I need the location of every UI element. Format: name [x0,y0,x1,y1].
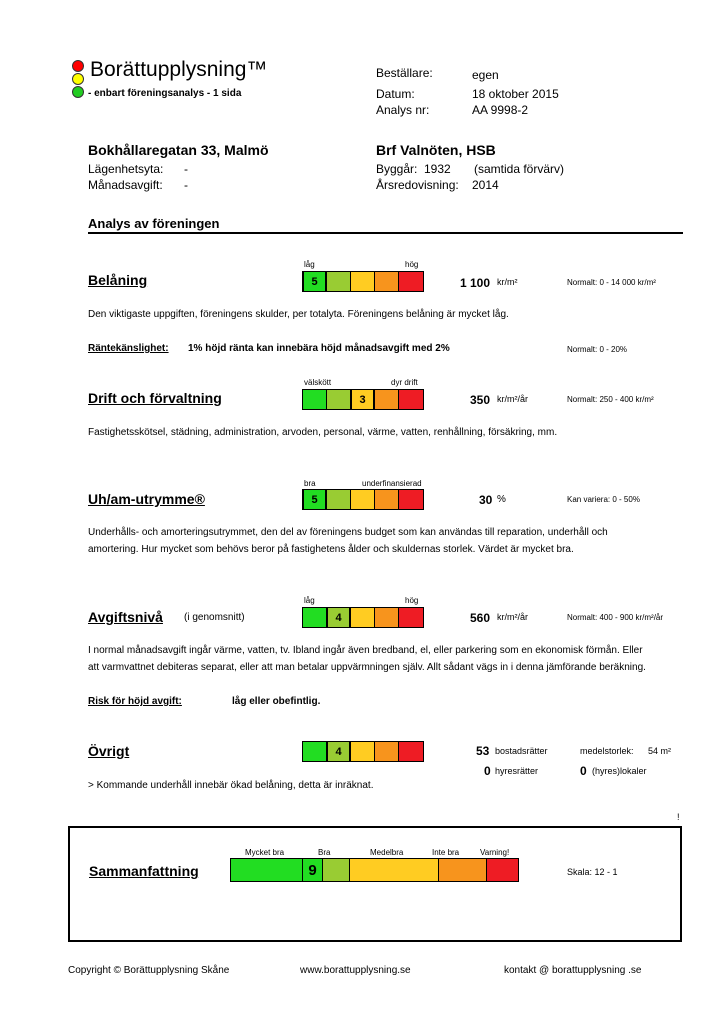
uh-scale-segment [375,490,399,509]
rate-sensitivity-label: Räntekänslighet: [88,343,169,354]
lokaler-count: 0 [580,764,587,778]
build-year-extra: (samtida förvärv) [474,162,565,176]
avgift-title: Avgiftsnivå [88,609,163,625]
belaning-scale-segment [351,272,375,291]
uh-scale-segment [327,490,351,509]
footer-contact[interactable]: kontakt @ borattupplysning .se [504,965,642,976]
drift-scale-segment [375,390,399,409]
annual-report-label: Årsredovisning: [376,178,459,192]
belaning-description: Den viktigaste uppgiften, föreningens skulder, per totalyta. Föreningens belåning är mycket låg. [88,309,509,320]
ovrigt-note: > Kommande underhåll innebär ökad belåning, detta är inräknat. [88,780,374,791]
footer-website[interactable]: www.borattupplysning.se [300,965,411,976]
belaning-scale-segment [327,272,351,291]
belaning-score: 5 [303,272,326,291]
uh-description-line-2: amortering. Hur mycket som behövs beror på fastighetens ålder och skuldernas storlek. Värdet är mycket bra. [88,544,574,555]
avgift-scale [302,607,424,628]
drift-unit: kr/m²/år [497,394,528,404]
summary-label-warning: Varning! [480,848,510,857]
summary-title: Sammanfattning [89,863,199,879]
section-title: Analys av föreningen [88,216,220,231]
summary-segment-score [303,859,323,881]
belaning-scale-segment [375,272,399,291]
uh-value: 30 [479,493,493,507]
avgift-normal: Normalt: 400 - 900 kr/m²/år [567,613,664,622]
ovrigt-title: Övrigt [88,743,130,759]
avgift-unit: kr/m²/år [497,612,528,622]
ovrigt-mark: ! [677,812,680,822]
uh-normal: Kan variera: 0 - 50% [567,495,640,504]
logo-subtitle: - enbart föreningsanalys - 1 sida [88,88,242,99]
annual-report-value: 2014 [472,178,499,192]
association-name: Brf Valnöten, HSB [376,142,496,158]
build-year-value: 1932 [424,162,451,176]
belaning-normal: Normalt: 0 - 14 000 kr/m² [567,278,656,287]
summary-label-very-good: Mycket bra [245,848,285,857]
avgift-scale-segment [399,608,423,627]
yellow-light-icon [72,73,84,85]
summary-segment-good [323,859,350,881]
drift-title: Drift och förvaltning [88,390,222,406]
drift-high-label: dyr drift [391,378,418,387]
rate-sensitivity-normal: Normalt: 0 - 20% [567,345,628,354]
hyresratter-label: hyresrätter [495,766,539,776]
meta-value-number: AA 9998-2 [472,103,529,117]
uh-scale-segment [399,490,423,509]
drift-value: 350 [470,393,491,407]
monthly-fee-value: - [184,178,188,192]
uh-scale [302,489,424,510]
meta-label-number: Analys nr: [376,103,430,117]
logo-title: Borättupplysning™ [90,58,268,81]
rate-sensitivity-text: 1% höjd ränta kan innebära höjd månadsavgift med 2% [188,343,450,354]
avgift-scale-segment [327,608,351,627]
ovrigt-scale-segment [375,742,399,761]
belaning-title: Belåning [88,272,148,288]
ovrigt-scale-segment [351,742,375,761]
avgift-value: 560 [470,611,491,625]
avgift-scale-segment [303,608,327,627]
green-light-icon [72,86,84,98]
apartment-area-label: Lägenhetsyta: [88,162,164,176]
meta-value-date: 18 oktober 2015 [472,87,559,101]
drift-score: 3 [351,390,374,409]
drift-low-label: välskött [304,378,332,387]
drift-scale-segment [399,390,423,409]
bostadsratter-count: 53 [476,744,490,758]
section-divider [88,232,683,234]
belaning-scale-segment [303,272,327,291]
footer-copyright: Copyright © Borättupplysning Skåne [68,965,230,976]
meta-label-client: Beställare: [376,66,433,80]
uh-high-label: underfinansierad [362,479,422,488]
drift-scale-segment [303,390,327,409]
avgift-scale-segment [351,608,375,627]
medel-size-label: medelstorlek: [580,746,634,756]
ovrigt-scale-segment [303,742,327,761]
summary-label-good: Bra [318,848,331,857]
property-address: Bokhållaregatan 33, Malmö [88,142,269,158]
summary-label-not-good: Inte bra [432,848,460,857]
ovrigt-scale-segment [399,742,423,761]
belaning-high-label: hög [405,260,419,269]
uh-low-label: bra [304,479,316,488]
drift-normal: Normalt: 250 - 400 kr/m² [567,395,654,404]
belaning-unit: kr/m² [497,277,518,287]
bostadsratter-label: bostadsrätter [495,746,548,756]
summary-label-medium: Medelbra [370,848,404,857]
medel-size-value: 54 m² [648,746,672,756]
ovrigt-scale [302,741,424,762]
belaning-low-label: låg [304,260,315,269]
meta-label-date: Datum: [376,87,415,101]
summary-segment-warning [487,859,518,881]
apartment-area-value: - [184,162,188,176]
ovrigt-score: 4 [327,742,350,761]
avgift-description-line-1: I normal månadsavgift ingår värme, vatten, tv. Ibland ingår även bredband, el, eller parkering som en ekonomisk förmån. Eller [88,645,643,656]
summary-scale [230,858,519,882]
summary-segment-not-good [439,859,487,881]
drift-description: Fastighetsskötsel, städning, administration, arvoden, personal, värme, vatten, renhållning, försäkring, mm. [88,427,558,438]
hyresratter-count: 0 [484,764,491,778]
avgift-description-line-2: att varmvattnet debiteras separat, eller att man betalar uppvärmningen själv. Allt sådant vägs in i denna jämförande beräkning. [88,662,646,673]
drift-scale-segment [327,390,351,409]
avgift-subtitle: (i genomsnitt) [184,612,245,623]
avgift-high-label: hög [405,596,419,605]
uh-title: Uh/am-utrymme® [88,491,205,507]
lokaler-label: (hyres)lokaler [592,766,647,776]
drift-scale-segment [351,390,375,409]
summary-scale-text: Skala: 12 - 1 [567,867,618,877]
avgift-score: 4 [327,608,350,627]
uh-description-line-1: Underhålls- och amorteringsutrymmet, den del av föreningens budget som kan användas till reparation, underhåll och [88,527,608,538]
summary-segment-very-good [231,859,303,881]
uh-unit: % [497,494,506,505]
ovrigt-scale-segment [327,742,351,761]
belaning-scale-segment [399,272,423,291]
belaning-scale [302,271,424,292]
uh-scale-segment [351,490,375,509]
avgift-low-label: låg [304,596,315,605]
summary-score: 9 [308,861,317,879]
belaning-value: 1 100 [460,276,491,290]
meta-value-client: egen [472,68,499,82]
drift-scale [302,389,424,410]
build-year-label: Byggår: [376,162,418,176]
red-light-icon [72,60,84,72]
fee-risk-label: Risk för höjd avgift: [88,696,182,707]
avgift-scale-segment [375,608,399,627]
uh-score: 5 [303,490,326,509]
fee-risk-value: låg eller obefintlig. [232,696,321,707]
summary-segment-medium [350,859,439,881]
summary-box [68,826,682,942]
uh-scale-segment [303,490,327,509]
monthly-fee-label: Månadsavgift: [88,178,163,192]
